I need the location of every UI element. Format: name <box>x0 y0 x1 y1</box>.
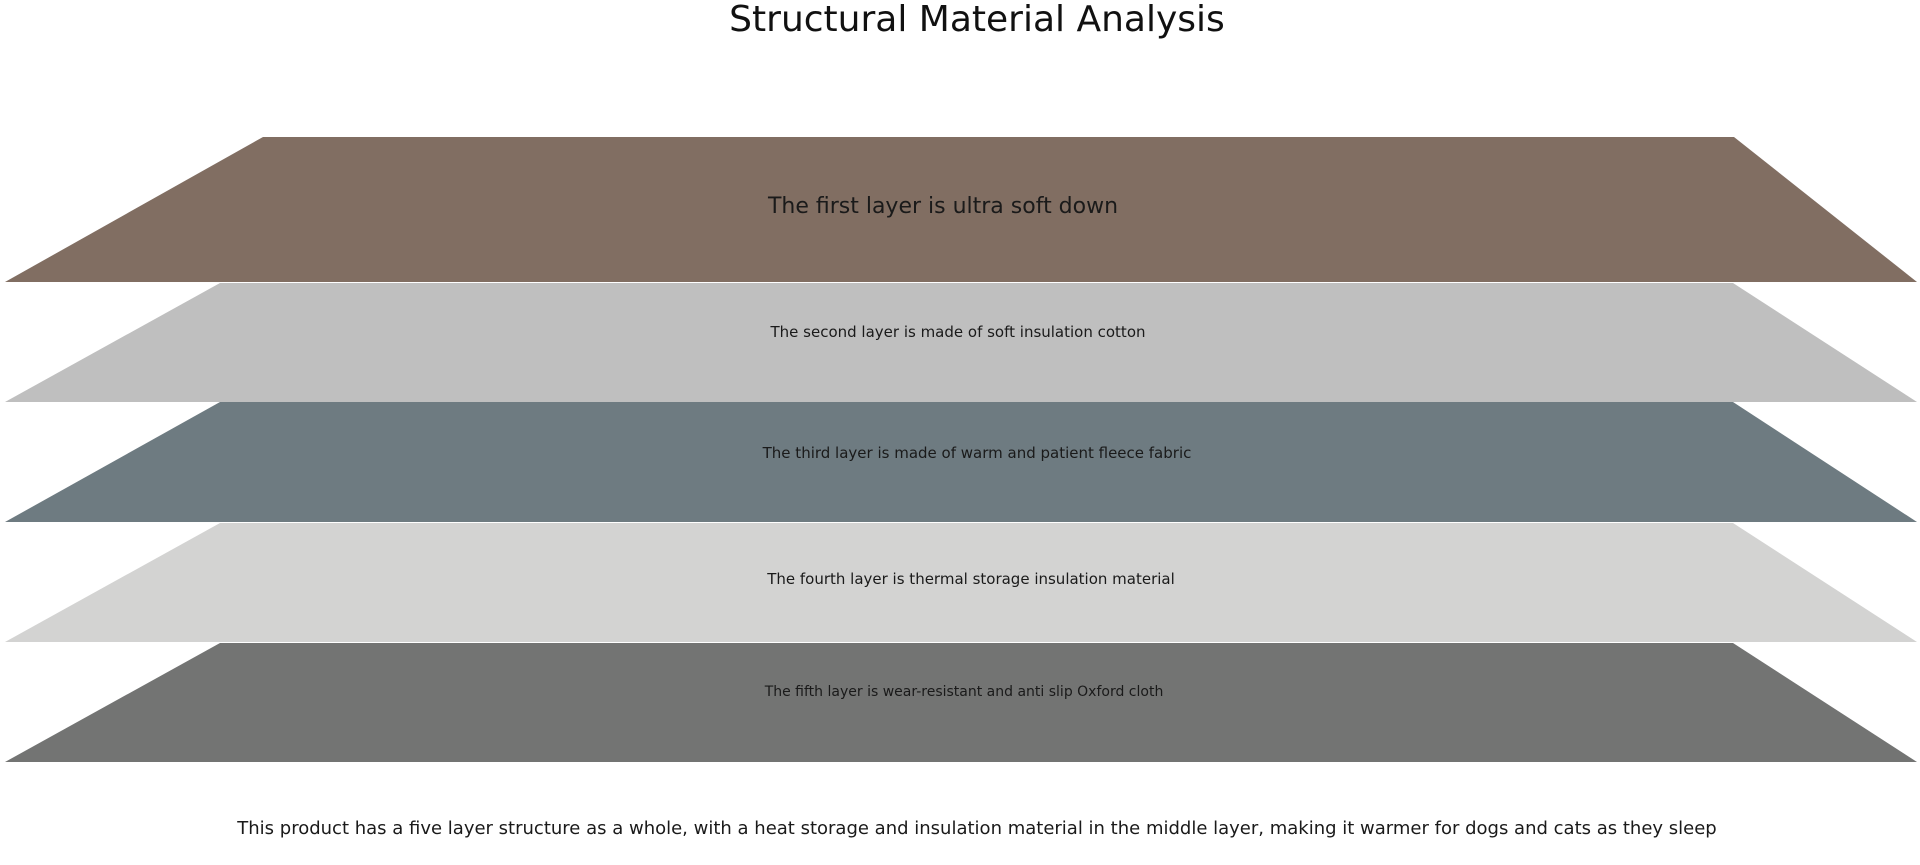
layer-5-shape <box>5 643 1917 762</box>
layer-2-label: The second layer is made of soft insulation cotton <box>770 323 1146 341</box>
layer-4 <box>5 523 1917 642</box>
layer-3-shape <box>5 402 1917 522</box>
layer-5 <box>5 643 1917 762</box>
page-title: Structural Material Analysis <box>729 0 1225 40</box>
layer-2-shape <box>5 283 1917 402</box>
layer-5-label: The fifth layer is wear-resistant and anti slip Oxford cloth <box>764 684 1164 700</box>
layer-3 <box>5 402 1917 522</box>
product-description: This product has a five layer structure as a whole, with a heat storage and insulation material in the middle layer, making it warmer for dogs and cats as they sleep <box>237 818 1717 839</box>
layer-1-label: The first layer is ultra soft down <box>767 194 1119 219</box>
layer-4-label: The fourth layer is thermal storage insulation material <box>767 570 1175 588</box>
layer-1 <box>5 137 1917 282</box>
layer-3-label: The third layer is made of warm and patient fleece fabric <box>762 444 1192 462</box>
layer-2 <box>5 283 1917 402</box>
